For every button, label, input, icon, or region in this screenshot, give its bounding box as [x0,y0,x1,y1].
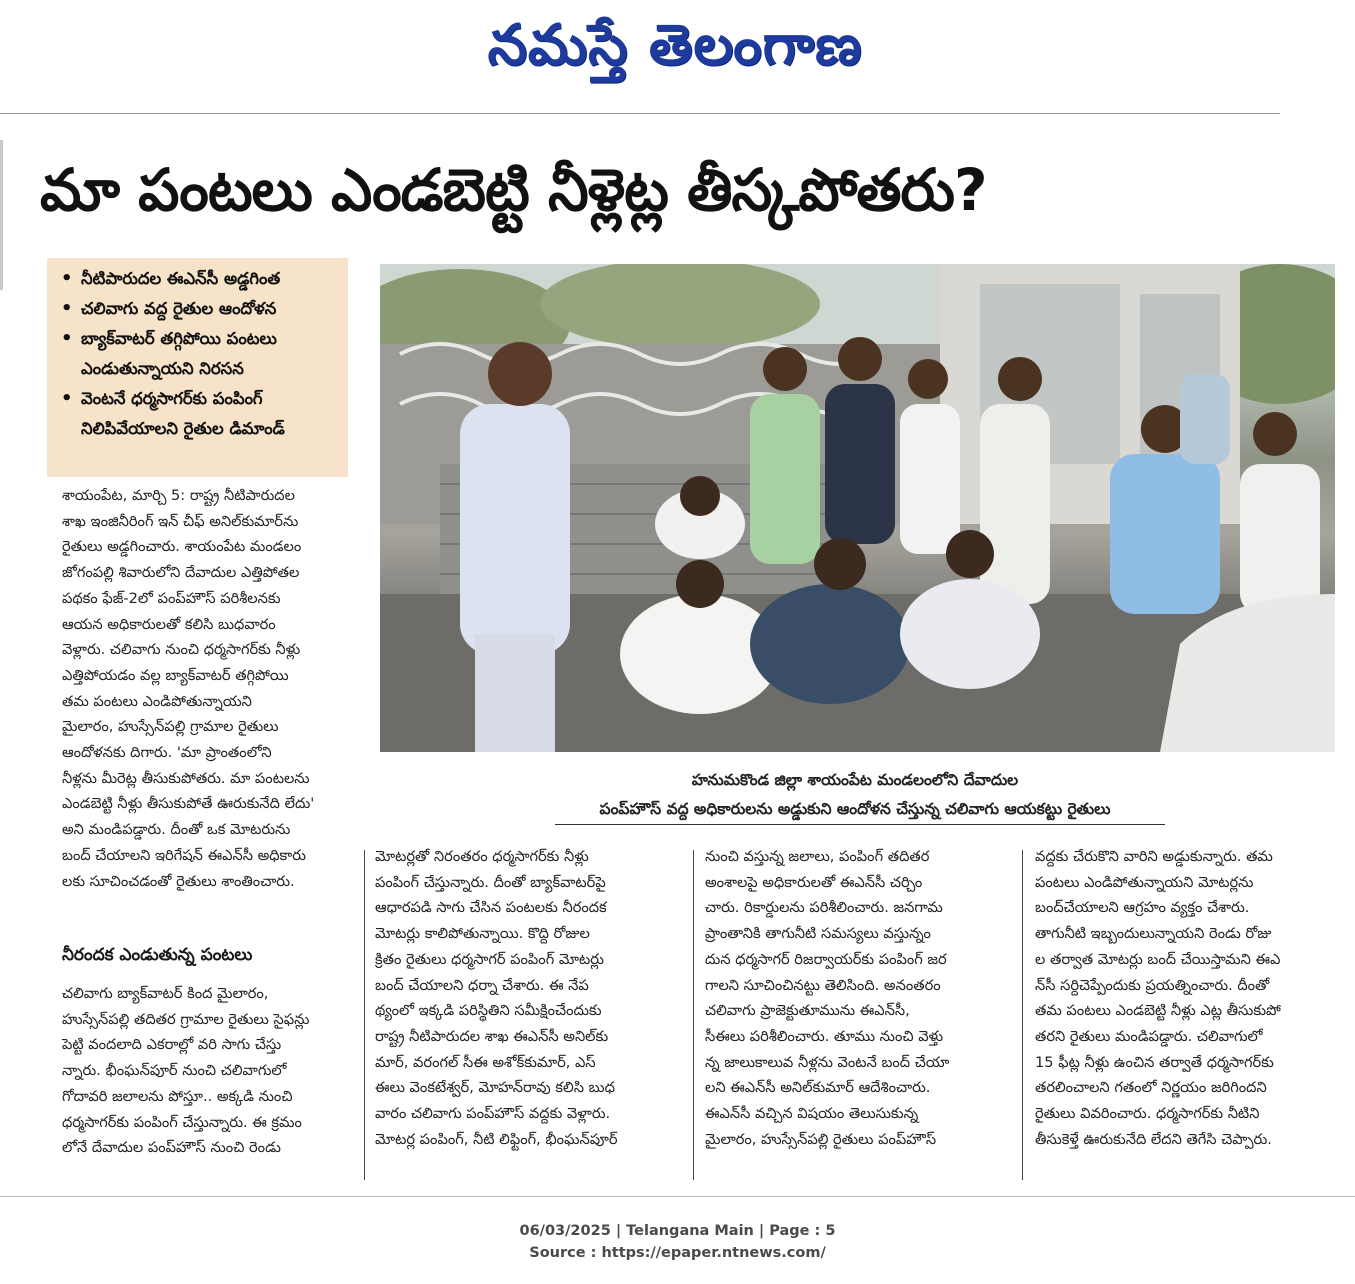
article-line: వెళ్లారు. చలివాగు నుంచి ధర్మసాగర్‌కు నీళ్లు [62,641,301,659]
article-line: తమ పంటలు ఎండిపోతున్నాయని [62,692,252,710]
article-line: తాగునీటి ఇబ్బందులున్నాయని రెండు రోజు [1035,925,1272,943]
masthead [0,0,1355,110]
article-line: చలివాగు ప్రాజెక్టుతూమును ఈఎన్‌సీ, [705,1002,910,1020]
article-line: ఆయన అధికారులతో కలిసి బుధవారం [62,615,276,633]
highlight-line: ఎండుతున్నాయని నిరసన [81,359,244,378]
article-line: చలివాగు బ్యాక్‌వాటర్ కింద మైలారం, [62,985,269,1002]
article-column-2 [375,844,675,1152]
article-line: ఈలు వెంకటేశ్వర్, మోహన్‌రావు కలిసి బుధ [375,1079,615,1097]
article-line: వారం చలివాగు పంప్‌హౌస్ వద్దకు వెళ్లారు. [375,1105,611,1123]
highlight-item [59,324,338,384]
highlight-line: • బ్యాక్‌వాటర్ తగ్గిపోయి పంటలు [81,329,277,348]
article-line: గాలని సూచించినట్టు తెలిసింది. అనంతరం [705,976,941,994]
newspaper-logo: నమస్తే తెలంగాణ [487,12,863,78]
article-line: వద్దకు చేరుకొని వారిని అడ్డుకున్నారు. తమ [1035,848,1273,865]
article-line: లకు సూచించడంతో రైతులు శాంతించారు. [62,872,295,890]
article-line: రైతులు వివరించారు. ధర్మసాగర్‌కు నీటిని [1035,1105,1260,1123]
article-line: మైలారం, హుస్సేన్‌పల్లి రైతులు పంప్‌హౌస్ [705,1130,937,1148]
masthead-divider [0,113,1280,114]
highlight-line: • వెంటనే ధర్మసాగర్‌కు పంపింగ్ [81,389,263,408]
highlights-list [59,264,338,444]
column-divider [1022,850,1023,1180]
footer-date-page: 06/03/2025 | Telangana Main | Page : 5 [519,1223,836,1239]
article-line: థ్యంలో ఇక్కడి పరిస్థితిని సమీక్షించేందుకు [375,1002,602,1020]
article-line: దున ధర్మసాగర్ రిజర్వాయర్‌కు పంపింగ్ జర [705,950,947,968]
highlight-line: నిలిపివేయాలని రైతుల డిమాండ్ [81,419,285,438]
footer-divider [0,1196,1355,1197]
article-line: అని మండిపడ్డారు. దీంతో ఒక మోటరును [62,821,291,839]
article-line: మైలారం, హుస్సేన్‌పల్లి గ్రామాల రైతులు [62,718,279,736]
article-line: ఎత్తిపోయడం వల్ల బ్యాక్‌వాటర్ తగ్గిపోయి [62,666,289,684]
article-line: బంద్ చేయాలని ఇరిగేషన్ ఈఎన్‌సీ అధికారు [62,846,306,864]
article-line: రాష్ట్ర నీటిపారుదల శాఖ ఈఎన్‌సీ అనిల్‌కు [375,1027,609,1045]
article-line: మోటర్ల పంపింగ్, నీటి లిఫ్టింగ్, భీంఘన్‌పూర్ [375,1130,618,1148]
article-line: రైతులు అడ్డగించారు. శాయంపేట మండలం [62,538,302,556]
article-line: హుస్సేన్‌పల్లి తదితర గ్రామాల రైతులు సైఫన్లు [62,1010,310,1028]
article-line: న్న జాలుకాలువ నీళ్లను వెంటనే బంద్ చేయా [705,1053,950,1071]
article-line: సీఈలు పరిశీలించారు. తూము నుంచి వెళ్తు [705,1027,944,1045]
article-line: 15 ఫీట్ల నీళ్లు ఉంచిన తర్వాతే ధర్మసాగర్‌కు [1035,1053,1274,1071]
left-margin-rule [0,140,3,290]
article-line: పంటలు ఎండిపోతున్నాయని మోటర్లను [1035,873,1254,891]
article-line: నీళ్లను మీరెట్ల తీసుకుపోతరు. మా పంటలను [62,769,310,787]
footer-source: Source : https://epaper.ntnews.com/ [529,1245,826,1261]
highlight-line: • చలివాగు వద్ద రైతుల ఆందోళన [81,299,277,318]
article-line: ప్రాంతానికి తాగునీటి సమస్యలు వస్తున్నం [705,925,931,943]
article-line: లని ఈఎన్‌సీ అనిల్‌కుమార్ ఆదేశించారు. [705,1079,931,1097]
article-line: ఆధారపడి సాగు చేసిన పంటలకు నీరందక [375,899,607,917]
article-line: బంద్ చేయాలని ధర్నా చేశారు. ఈ నేప [375,976,589,994]
column-divider [364,850,365,1180]
highlights-box [47,258,348,477]
highlight-item [59,384,338,444]
article-line: శాఖ ఇంజినీరింగ్ ఇన్ చీఫ్ అనిల్‌కుమార్‌ను [62,512,299,530]
article-headline: మా పంటలు ఎండబెట్టి నీళ్లెట్ల తీస్కపోతరు? [40,156,987,224]
article-line: ల తర్వాత మోటర్లు బంద్ చేయిస్తామని ఈఎ [1035,950,1281,968]
article-line: ఈఎన్‌సీ వచ్చిన విషయం తెలుసుకున్న [705,1105,919,1123]
caption-underline [555,824,1165,825]
article-line: ఆందోళనకు దిగారు. 'మా ప్రాంతంలోని [62,744,272,762]
article-line: మార్, వరంగల్ సీఈ అశోక్‌కుమార్, ఎస్ [375,1053,596,1071]
photo-farmers-protest [380,264,1335,752]
article-line: పంపింగ్ చేస్తున్నారు. దీంతో బ్యాక్‌వాటర్‌పై [375,873,606,891]
article-subheading: నీరందక ఎండుతున్న పంటలు [62,945,253,965]
article-line: అంశాలపై అధికారులతో ఈఎన్‌సీ చర్చిం [705,873,923,891]
article-column-3 [705,844,1010,1152]
article-column-1-top [62,483,350,894]
article-line: న్‌సీ సర్దిచెప్పేందుకు ప్రయత్నించారు. దీంతో [1035,976,1270,994]
article-line: న్నారు. భీంఘన్‌పూర్ నుంచి చలివాగులో [62,1062,287,1080]
photo-caption [545,766,1165,824]
article-line: తీసుకెళ్తే ఊరుకునేది లేదని తెగేసి చెప్పారు. [1035,1130,1272,1148]
article-line: తమ పంటలు ఎండబెట్టి నీళ్లు ఎట్ల తీసుకుపో [1035,1002,1281,1020]
article-line: నుంచి వస్తున్న జలాలు, పంపింగ్ తదితర [705,848,930,865]
caption-line: పంప్‌హౌస్ వద్ద అధికారులను అడ్డుకుని ఆందోళన చేస్తున్న చలివాగు ఆయకట్టు రైతులు [599,800,1111,818]
article-line: పెట్టి వందలాది ఎకరాల్లో వరి సాగు చేస్తు [62,1036,282,1054]
article-line: ఎండబెట్టి నీళ్లు తీసుకుపోతే ఊరుకునేది లేదు' [62,795,315,813]
article-line: మోటర్లతో నిరంతరం ధర్మసాగర్‌కు నీళ్లు [375,848,589,865]
article-line: గోదావరి జలాలను పోస్తూ.. అక్కడి నుంచి [62,1087,293,1105]
page-footer [0,1220,1355,1264]
article-line: లోనే దేవాదుల పంప్‌హౌస్ నుంచి రెండు [62,1139,281,1157]
highlight-line: • నీటిపారుదల ఈఎన్‌సీ అడ్డగింత [81,269,281,288]
article-line: జోగంపల్లి శివారులోని దేవాదుల ఎత్తిపోతల [62,564,300,582]
article-line: శాయంపేట, మార్చి 5: రాష్ట్ర నీటిపారుదల [62,487,295,504]
news-photo [380,264,1335,752]
column-divider [693,850,694,1180]
highlight-item [59,294,338,324]
article-line: చారు. రికార్డులను పరిశీలించారు. జనగామ [705,899,943,917]
article-line: తరలించాలని గతంలో నిర్ణయం జరిగిందని [1035,1079,1267,1097]
article-line: క్రితం రైతులు ధర్మసాగర్ పంపింగ్ మోటర్లు [375,950,604,968]
article-line: బంద్‌చేయాలని ఆగ్రహం వ్యక్తం చేశారు. [1035,899,1250,917]
article-line: మోటర్లు కాలిపోతున్నాయి. కొద్ది రోజుల [375,925,590,943]
highlight-item [59,264,338,294]
article-column-1-bottom [62,981,350,1161]
article-line: తరని రైతులు మండిపడ్డారు. చలివాగులో [1035,1027,1263,1045]
caption-line: హనుమకొండ జిల్లా శాయంపేట మండలంలోని దేవాదుల [691,771,1019,789]
article-line: పథకం ఫేజ్-2లో పంప్‌హౌస్ పరిశీలనకు [62,589,281,607]
article-line: ధర్మసాగర్‌కు పంపింగ్ చేస్తున్నారు. ఈ క్రమం [62,1113,302,1131]
article-column-4 [1035,844,1335,1152]
